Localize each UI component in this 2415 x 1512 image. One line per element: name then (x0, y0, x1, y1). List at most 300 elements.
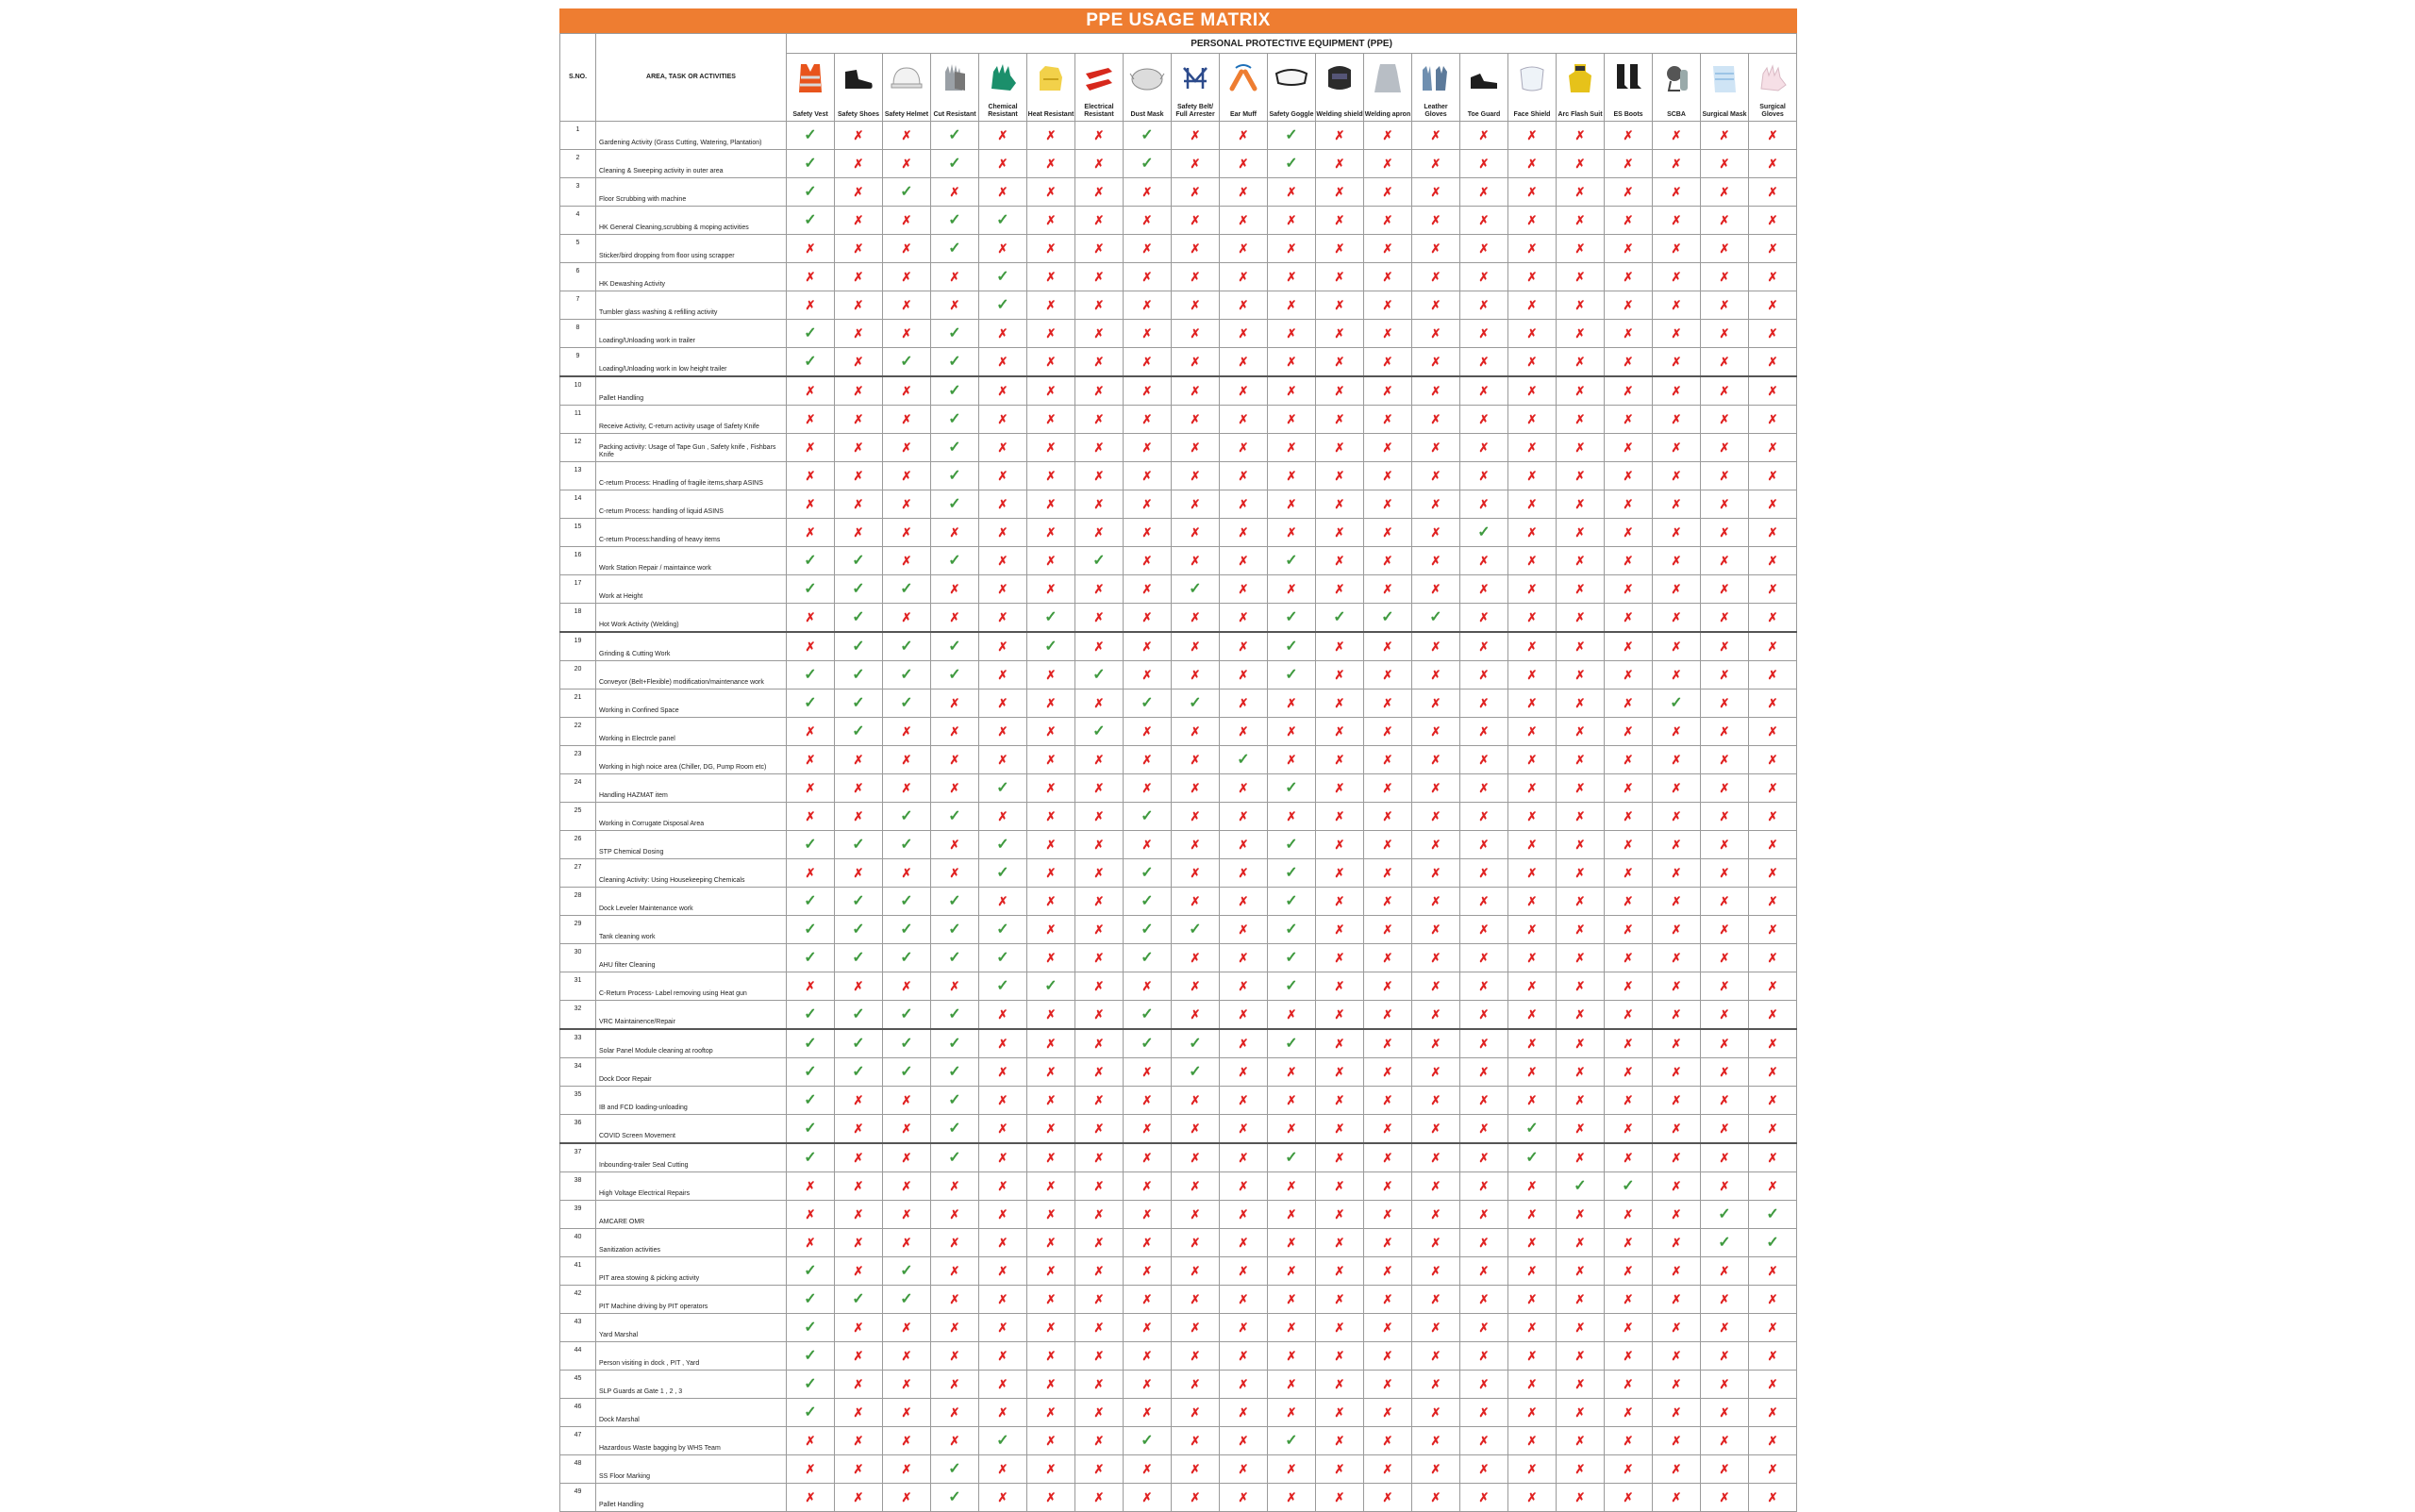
not-required-cross-icon: ✗ (1172, 122, 1220, 150)
not-required-cross-icon: ✗ (1508, 150, 1557, 178)
not-required-cross-icon: ✗ (1124, 376, 1172, 406)
not-required-cross-icon: ✗ (1075, 122, 1124, 150)
not-required-cross-icon: ✗ (1075, 1058, 1124, 1087)
not-required-cross-icon: ✗ (979, 1455, 1027, 1484)
not-required-cross-icon: ✗ (1316, 376, 1364, 406)
not-required-cross-icon: ✗ (1172, 632, 1220, 661)
not-required-cross-icon: ✗ (835, 406, 883, 434)
ppe-column-header (1220, 54, 1268, 122)
not-required-cross-icon: ✗ (979, 434, 1027, 462)
not-required-cross-icon: ✗ (1701, 207, 1749, 235)
not-required-cross-icon: ✗ (1027, 434, 1075, 462)
not-required-cross-icon: ✗ (1124, 1087, 1172, 1115)
row-number: 30 (560, 944, 596, 972)
not-required-cross-icon: ✗ (979, 547, 1027, 575)
not-required-cross-icon: ✗ (1749, 1427, 1797, 1455)
required-check-icon: ✓ (931, 235, 979, 263)
not-required-cross-icon: ✗ (1749, 263, 1797, 291)
not-required-cross-icon: ✗ (1508, 1286, 1557, 1314)
not-required-cross-icon: ✗ (1316, 575, 1364, 604)
not-required-cross-icon: ✗ (1557, 859, 1605, 888)
table-row (560, 320, 1797, 348)
row-number: 48 (560, 1455, 596, 1484)
not-required-cross-icon: ✗ (1027, 519, 1075, 547)
activity-name: Floor Scrubbing with machine (596, 178, 787, 207)
not-required-cross-icon: ✗ (1749, 320, 1797, 348)
table-row (560, 916, 1797, 944)
required-check-icon: ✓ (931, 632, 979, 661)
not-required-cross-icon: ✗ (1412, 263, 1460, 291)
not-required-cross-icon: ✗ (1124, 348, 1172, 377)
required-check-icon: ✓ (787, 1087, 835, 1115)
not-required-cross-icon: ✗ (1749, 944, 1797, 972)
row-number: 18 (560, 604, 596, 633)
not-required-cross-icon: ✗ (1749, 916, 1797, 944)
activity-name: Conveyor (Belt+Flexible) modification/maintenance work (596, 661, 787, 690)
not-required-cross-icon: ✗ (1220, 1399, 1268, 1427)
required-check-icon: ✓ (1124, 150, 1172, 178)
not-required-cross-icon: ✗ (1653, 1455, 1701, 1484)
row-number: 43 (560, 1314, 596, 1342)
not-required-cross-icon: ✗ (1364, 944, 1412, 972)
not-required-cross-icon: ✗ (931, 972, 979, 1001)
not-required-cross-icon: ✗ (1364, 888, 1412, 916)
not-required-cross-icon: ✗ (931, 519, 979, 547)
page-title: PPE USAGE MATRIX (559, 8, 1797, 33)
required-check-icon: ✓ (835, 632, 883, 661)
not-required-cross-icon: ✗ (1508, 972, 1557, 1001)
required-check-icon: ✓ (1316, 604, 1364, 633)
required-check-icon: ✓ (883, 178, 931, 207)
activity-name: STP Chemical Dosing (596, 831, 787, 859)
not-required-cross-icon: ✗ (1460, 916, 1508, 944)
not-required-cross-icon: ✗ (835, 1115, 883, 1144)
not-required-cross-icon: ✗ (1027, 859, 1075, 888)
not-required-cross-icon: ✗ (1220, 944, 1268, 972)
required-check-icon: ✓ (1172, 575, 1220, 604)
required-check-icon: ✓ (883, 1257, 931, 1286)
not-required-cross-icon: ✗ (1653, 1087, 1701, 1115)
not-required-cross-icon: ✗ (1557, 803, 1605, 831)
ppe-matrix-table (559, 33, 1797, 1512)
not-required-cross-icon: ✗ (1316, 831, 1364, 859)
required-check-icon: ✓ (931, 406, 979, 434)
not-required-cross-icon: ✗ (979, 1314, 1027, 1342)
required-check-icon: ✓ (931, 1087, 979, 1115)
not-required-cross-icon: ✗ (1220, 1455, 1268, 1484)
not-required-cross-icon: ✗ (1460, 718, 1508, 746)
not-required-cross-icon: ✗ (1316, 519, 1364, 547)
not-required-cross-icon: ✗ (1557, 1115, 1605, 1144)
not-required-cross-icon: ✗ (1268, 263, 1316, 291)
not-required-cross-icon: ✗ (1701, 320, 1749, 348)
not-required-cross-icon: ✗ (1220, 718, 1268, 746)
not-required-cross-icon: ✗ (1316, 434, 1364, 462)
not-required-cross-icon: ✗ (1027, 1115, 1075, 1144)
not-required-cross-icon: ✗ (1220, 1427, 1268, 1455)
activity-name: Yard Marshal (596, 1314, 787, 1342)
not-required-cross-icon: ✗ (1075, 632, 1124, 661)
ppe-column-header (835, 54, 883, 122)
required-check-icon: ✓ (787, 1342, 835, 1371)
not-required-cross-icon: ✗ (883, 263, 931, 291)
not-required-cross-icon: ✗ (931, 831, 979, 859)
required-check-icon: ✓ (979, 972, 1027, 1001)
not-required-cross-icon: ✗ (1220, 1314, 1268, 1342)
not-required-cross-icon: ✗ (1557, 434, 1605, 462)
not-required-cross-icon: ✗ (1364, 263, 1412, 291)
not-required-cross-icon: ✗ (1220, 1371, 1268, 1399)
required-check-icon: ✓ (931, 547, 979, 575)
not-required-cross-icon: ✗ (1075, 406, 1124, 434)
not-required-cross-icon: ✗ (1124, 519, 1172, 547)
not-required-cross-icon: ✗ (1605, 1484, 1653, 1512)
not-required-cross-icon: ✗ (1557, 1314, 1605, 1342)
not-required-cross-icon: ✗ (1605, 376, 1653, 406)
not-required-cross-icon: ✗ (1508, 1029, 1557, 1058)
not-required-cross-icon: ✗ (1605, 972, 1653, 1001)
not-required-cross-icon: ✗ (1749, 690, 1797, 718)
not-required-cross-icon: ✗ (835, 320, 883, 348)
not-required-cross-icon: ✗ (1605, 434, 1653, 462)
not-required-cross-icon: ✗ (1075, 207, 1124, 235)
not-required-cross-icon: ✗ (1605, 604, 1653, 633)
not-required-cross-icon: ✗ (1749, 406, 1797, 434)
not-required-cross-icon: ✗ (1557, 122, 1605, 150)
not-required-cross-icon: ✗ (835, 1229, 883, 1257)
not-required-cross-icon: ✗ (1364, 1257, 1412, 1286)
not-required-cross-icon: ✗ (1653, 1314, 1701, 1342)
not-required-cross-icon: ✗ (1749, 1058, 1797, 1087)
not-required-cross-icon: ✗ (835, 519, 883, 547)
not-required-cross-icon: ✗ (1412, 831, 1460, 859)
not-required-cross-icon: ✗ (979, 690, 1027, 718)
not-required-cross-icon: ✗ (1701, 348, 1749, 377)
not-required-cross-icon: ✗ (1557, 1229, 1605, 1257)
not-required-cross-icon: ✗ (1027, 803, 1075, 831)
not-required-cross-icon: ✗ (979, 1399, 1027, 1427)
not-required-cross-icon: ✗ (1605, 1115, 1653, 1144)
not-required-cross-icon: ✗ (1508, 519, 1557, 547)
not-required-cross-icon: ✗ (1605, 831, 1653, 859)
not-required-cross-icon: ✗ (1316, 235, 1364, 263)
row-number: 32 (560, 1001, 596, 1030)
not-required-cross-icon: ✗ (1508, 916, 1557, 944)
not-required-cross-icon: ✗ (1220, 1143, 1268, 1172)
required-check-icon: ✓ (1268, 150, 1316, 178)
required-check-icon: ✓ (787, 178, 835, 207)
not-required-cross-icon: ✗ (1364, 1229, 1412, 1257)
not-required-cross-icon: ✗ (1749, 888, 1797, 916)
not-required-cross-icon: ✗ (931, 859, 979, 888)
ppe-column-label: Leather Gloves (1424, 104, 1448, 118)
row-number: 8 (560, 320, 596, 348)
not-required-cross-icon: ✗ (1653, 122, 1701, 150)
activity-name: SLP Guards at Gate 1 , 2 , 3 (596, 1371, 787, 1399)
row-number: 49 (560, 1484, 596, 1512)
not-required-cross-icon: ✗ (1412, 1342, 1460, 1371)
required-check-icon: ✓ (883, 575, 931, 604)
not-required-cross-icon: ✗ (1027, 490, 1075, 519)
not-required-cross-icon: ✗ (835, 462, 883, 490)
required-check-icon: ✓ (787, 207, 835, 235)
required-check-icon: ✓ (835, 1058, 883, 1087)
not-required-cross-icon: ✗ (1749, 972, 1797, 1001)
not-required-cross-icon: ✗ (1557, 1001, 1605, 1030)
required-check-icon: ✓ (931, 803, 979, 831)
required-check-icon: ✓ (1460, 519, 1508, 547)
not-required-cross-icon: ✗ (1220, 376, 1268, 406)
not-required-cross-icon: ✗ (1508, 690, 1557, 718)
row-number: 7 (560, 291, 596, 320)
not-required-cross-icon: ✗ (1268, 434, 1316, 462)
not-required-cross-icon: ✗ (1557, 1371, 1605, 1399)
not-required-cross-icon: ✗ (1364, 320, 1412, 348)
not-required-cross-icon: ✗ (1701, 1001, 1749, 1030)
not-required-cross-icon: ✗ (1460, 490, 1508, 519)
required-check-icon: ✓ (979, 291, 1027, 320)
not-required-cross-icon: ✗ (1460, 746, 1508, 774)
not-required-cross-icon: ✗ (979, 122, 1027, 150)
not-required-cross-icon: ✗ (1412, 1286, 1460, 1314)
not-required-cross-icon: ✗ (883, 1172, 931, 1201)
not-required-cross-icon: ✗ (1364, 178, 1412, 207)
not-required-cross-icon: ✗ (1172, 547, 1220, 575)
activity-name: AMCARE OMR (596, 1201, 787, 1229)
table-row (560, 519, 1797, 547)
not-required-cross-icon: ✗ (1749, 1314, 1797, 1342)
not-required-cross-icon: ✗ (1027, 944, 1075, 972)
not-required-cross-icon: ✗ (1124, 291, 1172, 320)
required-check-icon: ✓ (979, 263, 1027, 291)
not-required-cross-icon: ✗ (1220, 122, 1268, 150)
not-required-cross-icon: ✗ (1701, 575, 1749, 604)
activity-name: C-return Process:handling of heavy items (596, 519, 787, 547)
not-required-cross-icon: ✗ (1653, 1399, 1701, 1427)
not-required-cross-icon: ✗ (1653, 944, 1701, 972)
not-required-cross-icon: ✗ (1124, 1115, 1172, 1144)
not-required-cross-icon: ✗ (1220, 888, 1268, 916)
activity-name: HK General Cleaning,scrubbing & moping activities (596, 207, 787, 235)
not-required-cross-icon: ✗ (1027, 1257, 1075, 1286)
not-required-cross-icon: ✗ (1557, 348, 1605, 377)
required-check-icon: ✓ (1268, 831, 1316, 859)
not-required-cross-icon: ✗ (883, 746, 931, 774)
row-number: 39 (560, 1201, 596, 1229)
row-number: 29 (560, 916, 596, 944)
not-required-cross-icon: ✗ (1508, 490, 1557, 519)
not-required-cross-icon: ✗ (1653, 547, 1701, 575)
not-required-cross-icon: ✗ (1508, 859, 1557, 888)
not-required-cross-icon: ✗ (1075, 178, 1124, 207)
ppe-column-header (1172, 54, 1220, 122)
required-check-icon: ✓ (931, 888, 979, 916)
not-required-cross-icon: ✗ (1653, 1172, 1701, 1201)
not-required-cross-icon: ✗ (1653, 575, 1701, 604)
not-required-cross-icon: ✗ (1268, 519, 1316, 547)
not-required-cross-icon: ✗ (1172, 604, 1220, 633)
not-required-cross-icon: ✗ (1508, 1371, 1557, 1399)
not-required-cross-icon: ✗ (1749, 575, 1797, 604)
not-required-cross-icon: ✗ (1749, 632, 1797, 661)
not-required-cross-icon: ✗ (1027, 718, 1075, 746)
not-required-cross-icon: ✗ (1701, 632, 1749, 661)
table-row (560, 1001, 1797, 1030)
required-check-icon: ✓ (1172, 1058, 1220, 1087)
not-required-cross-icon: ✗ (979, 1484, 1027, 1512)
ppe-column-header (1124, 54, 1172, 122)
not-required-cross-icon: ✗ (1412, 859, 1460, 888)
not-required-cross-icon: ✗ (1749, 1455, 1797, 1484)
not-required-cross-icon: ✗ (1027, 462, 1075, 490)
ppe-column-header (1027, 54, 1075, 122)
required-check-icon: ✓ (787, 1001, 835, 1030)
required-check-icon: ✓ (1749, 1201, 1797, 1229)
required-check-icon: ✓ (1605, 1172, 1653, 1201)
not-required-cross-icon: ✗ (1268, 1484, 1316, 1512)
not-required-cross-icon: ✗ (1027, 1342, 1075, 1371)
required-check-icon: ✓ (1075, 547, 1124, 575)
not-required-cross-icon: ✗ (1075, 320, 1124, 348)
table-row (560, 604, 1797, 633)
not-required-cross-icon: ✗ (1075, 1143, 1124, 1172)
not-required-cross-icon: ✗ (1220, 1001, 1268, 1030)
not-required-cross-icon: ✗ (1172, 859, 1220, 888)
chemical-gloves-icon (979, 54, 1026, 101)
required-check-icon: ✓ (979, 207, 1027, 235)
required-check-icon: ✓ (787, 690, 835, 718)
not-required-cross-icon: ✗ (883, 1371, 931, 1399)
required-check-icon: ✓ (883, 690, 931, 718)
table-row (560, 972, 1797, 1001)
not-required-cross-icon: ✗ (1605, 1399, 1653, 1427)
ppe-column-header (883, 54, 931, 122)
not-required-cross-icon: ✗ (1460, 1427, 1508, 1455)
ppe-column-label: Safety Shoes (838, 111, 879, 118)
not-required-cross-icon: ✗ (979, 519, 1027, 547)
table-row (560, 1342, 1797, 1371)
not-required-cross-icon: ✗ (1701, 291, 1749, 320)
not-required-cross-icon: ✗ (1412, 888, 1460, 916)
row-number: 47 (560, 1427, 596, 1455)
required-check-icon: ✓ (835, 690, 883, 718)
not-required-cross-icon: ✗ (1027, 235, 1075, 263)
not-required-cross-icon: ✗ (1508, 1058, 1557, 1087)
not-required-cross-icon: ✗ (1460, 774, 1508, 803)
not-required-cross-icon: ✗ (1124, 406, 1172, 434)
not-required-cross-icon: ✗ (1124, 263, 1172, 291)
not-required-cross-icon: ✗ (1653, 1115, 1701, 1144)
not-required-cross-icon: ✗ (1364, 1455, 1412, 1484)
not-required-cross-icon: ✗ (1220, 1484, 1268, 1512)
not-required-cross-icon: ✗ (1412, 661, 1460, 690)
not-required-cross-icon: ✗ (1268, 462, 1316, 490)
not-required-cross-icon: ✗ (1268, 1286, 1316, 1314)
heat-gloves-icon (1027, 54, 1074, 101)
not-required-cross-icon: ✗ (787, 718, 835, 746)
table-row (560, 1427, 1797, 1455)
not-required-cross-icon: ✗ (1412, 944, 1460, 972)
not-required-cross-icon: ✗ (1124, 831, 1172, 859)
not-required-cross-icon: ✗ (1124, 178, 1172, 207)
not-required-cross-icon: ✗ (835, 1371, 883, 1399)
not-required-cross-icon: ✗ (1027, 150, 1075, 178)
not-required-cross-icon: ✗ (1075, 972, 1124, 1001)
not-required-cross-icon: ✗ (1653, 434, 1701, 462)
table-row (560, 263, 1797, 291)
es-boots-icon (1605, 54, 1652, 101)
not-required-cross-icon: ✗ (1749, 434, 1797, 462)
not-required-cross-icon: ✗ (979, 1371, 1027, 1399)
not-required-cross-icon: ✗ (1027, 1172, 1075, 1201)
not-required-cross-icon: ✗ (1605, 690, 1653, 718)
not-required-cross-icon: ✗ (1220, 1115, 1268, 1144)
activity-name: Cleaning Activity: Using Housekeeping Chemicals (596, 859, 787, 888)
ppe-column-header (1701, 54, 1749, 122)
not-required-cross-icon: ✗ (1124, 1371, 1172, 1399)
required-check-icon: ✓ (883, 944, 931, 972)
not-required-cross-icon: ✗ (1557, 291, 1605, 320)
not-required-cross-icon: ✗ (1460, 1172, 1508, 1201)
not-required-cross-icon: ✗ (1749, 746, 1797, 774)
not-required-cross-icon: ✗ (1268, 1371, 1316, 1399)
not-required-cross-icon: ✗ (787, 859, 835, 888)
not-required-cross-icon: ✗ (1508, 604, 1557, 633)
not-required-cross-icon: ✗ (1412, 1001, 1460, 1030)
not-required-cross-icon: ✗ (1364, 1399, 1412, 1427)
not-required-cross-icon: ✗ (1412, 434, 1460, 462)
required-check-icon: ✓ (1268, 122, 1316, 150)
not-required-cross-icon: ✗ (1075, 1314, 1124, 1342)
not-required-cross-icon: ✗ (1172, 888, 1220, 916)
not-required-cross-icon: ✗ (1557, 690, 1605, 718)
not-required-cross-icon: ✗ (1364, 1201, 1412, 1229)
ppe-column-label: Surgical Mask (1702, 111, 1747, 118)
not-required-cross-icon: ✗ (1701, 150, 1749, 178)
not-required-cross-icon: ✗ (1653, 1058, 1701, 1087)
required-check-icon: ✓ (979, 944, 1027, 972)
not-required-cross-icon: ✗ (1075, 462, 1124, 490)
not-required-cross-icon: ✗ (1412, 916, 1460, 944)
required-check-icon: ✓ (1701, 1201, 1749, 1229)
not-required-cross-icon: ✗ (1508, 1229, 1557, 1257)
not-required-cross-icon: ✗ (1124, 1172, 1172, 1201)
row-number: 12 (560, 434, 596, 462)
table-row (560, 690, 1797, 718)
required-check-icon: ✓ (835, 1029, 883, 1058)
not-required-cross-icon: ✗ (1268, 718, 1316, 746)
not-required-cross-icon: ✗ (1508, 291, 1557, 320)
not-required-cross-icon: ✗ (1027, 1058, 1075, 1087)
not-required-cross-icon: ✗ (1027, 575, 1075, 604)
not-required-cross-icon: ✗ (1557, 661, 1605, 690)
row-number: 46 (560, 1399, 596, 1427)
row-number: 27 (560, 859, 596, 888)
not-required-cross-icon: ✗ (1364, 348, 1412, 377)
not-required-cross-icon: ✗ (1460, 263, 1508, 291)
not-required-cross-icon: ✗ (787, 406, 835, 434)
not-required-cross-icon: ✗ (1605, 632, 1653, 661)
not-required-cross-icon: ✗ (1220, 1229, 1268, 1257)
required-check-icon: ✓ (835, 718, 883, 746)
activity-name: Inbounding-trailer Seal Cutting (596, 1143, 787, 1172)
required-check-icon: ✓ (835, 888, 883, 916)
not-required-cross-icon: ✗ (979, 462, 1027, 490)
not-required-cross-icon: ✗ (1605, 718, 1653, 746)
required-check-icon: ✓ (931, 462, 979, 490)
row-number: 4 (560, 207, 596, 235)
not-required-cross-icon: ✗ (1653, 207, 1701, 235)
